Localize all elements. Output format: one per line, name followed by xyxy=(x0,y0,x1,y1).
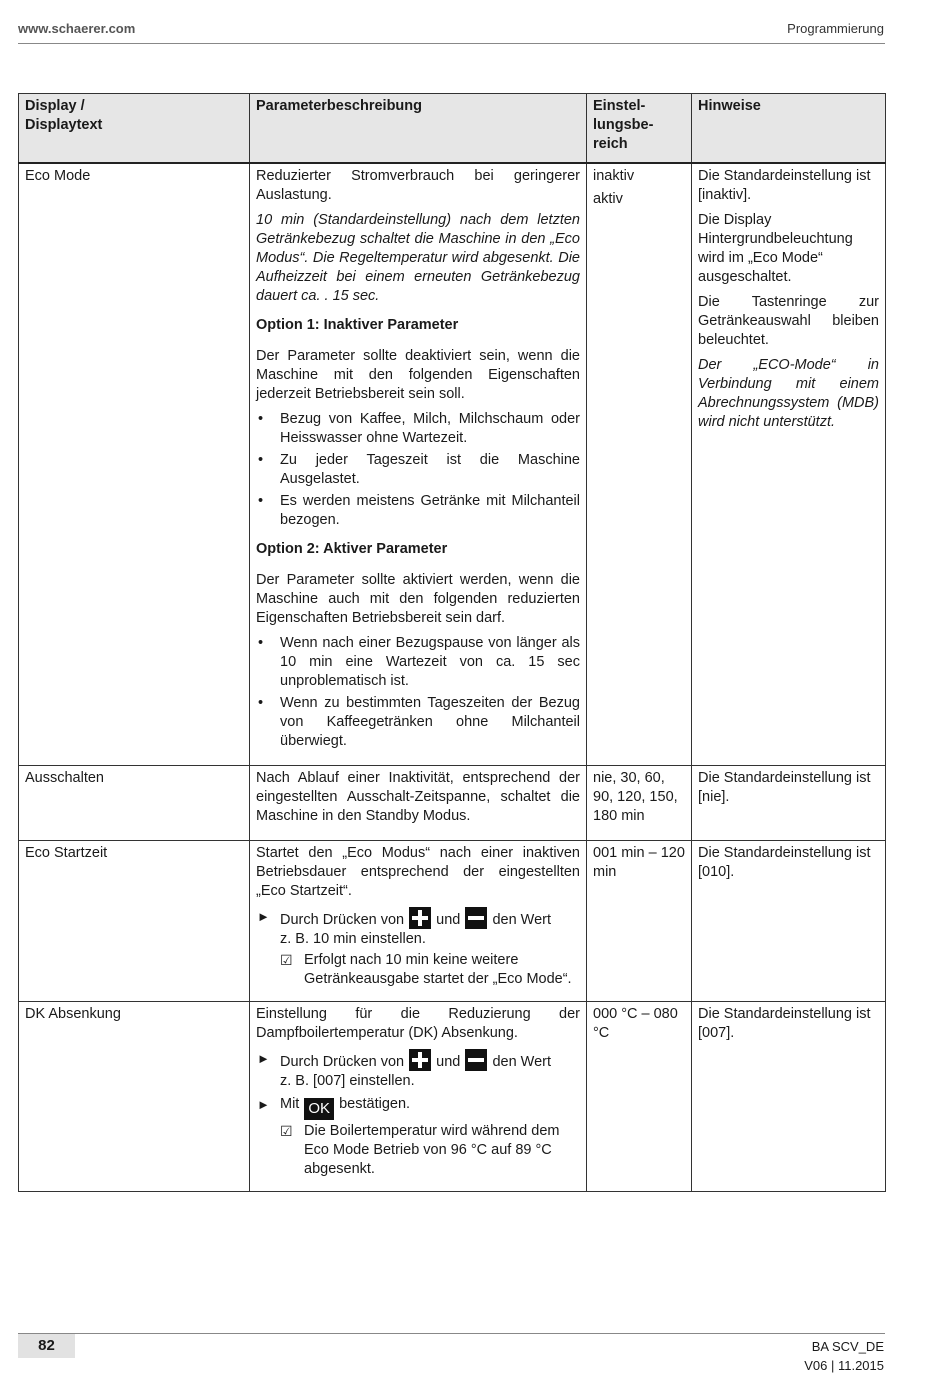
header-range-line1: Einstel- xyxy=(593,98,646,114)
table-row xyxy=(19,766,886,841)
header-display-line2: Displaytext xyxy=(25,117,103,133)
param-range: 001 min – 120 min xyxy=(587,841,692,1002)
result-line xyxy=(256,1122,580,1179)
plus-key-icon xyxy=(409,1049,431,1071)
list-item xyxy=(256,492,580,530)
option2-text: Der Parameter sollte aktiviert werden, wenn die Maschine auch mit den folgenden reduzierten Eigenschaften Betriebsbereit sein darf. xyxy=(256,572,580,626)
document-id: BA SCV_DE xyxy=(811,1339,884,1354)
instruction-step xyxy=(256,1049,580,1091)
param-name: Eco Startzeit xyxy=(19,841,250,1002)
param-notes xyxy=(692,163,886,766)
list-item-text: Wenn nach einer Bezugspause von länger als 10 min eine Wartezeit von ca. 15 sec unproblematisch ist. xyxy=(280,635,580,689)
header-display-line1: Display / xyxy=(25,98,85,114)
list-item xyxy=(256,694,580,751)
checkbox-checked-icon: ☑ xyxy=(280,952,293,968)
section-title: Programmierung xyxy=(787,21,884,36)
desc-text: Startet den „Eco Modus“ nach einer inaktiven Betriebsdauer entsprechend der eingestellten „Eco Startzeit“. xyxy=(256,845,580,899)
minus-key-icon xyxy=(465,1049,487,1071)
header-range-line3: reich xyxy=(593,136,628,152)
page-number: 82 xyxy=(18,1334,75,1358)
param-notes: Die Standardeinstellung ist [010]. xyxy=(692,841,886,1002)
result-text: Die Boilertemperatur wird während dem Eco Mode Betrieb von 96 °C auf 89 °C abgesenkt. xyxy=(304,1123,560,1177)
instruction-step xyxy=(256,907,580,949)
header-description: Parameterbeschreibung xyxy=(250,94,587,164)
step-text: und xyxy=(436,1054,461,1070)
minus-key-icon xyxy=(465,907,487,929)
document-info xyxy=(804,1337,884,1375)
arrow-right-icon: ► xyxy=(257,1051,270,1066)
list-item-text: Bezug von Kaffee, Milch, Milchschaum oder Heisswasser ohne Wartezeit. xyxy=(280,411,580,446)
step-text: Mit xyxy=(280,1096,300,1112)
param-name: Eco Mode xyxy=(19,163,250,766)
step-text: Durch Drücken von xyxy=(280,912,405,928)
bullet-icon: • xyxy=(258,493,264,509)
table-header-row xyxy=(19,94,886,164)
param-name: Ausschalten xyxy=(19,766,250,841)
step-text: bestätigen. xyxy=(339,1096,411,1112)
list-item-text: Wenn zu bestimmten Tageszeiten der Bezug von Kaffeegetränken ohne Milchanteil überwiegt. xyxy=(280,695,580,749)
step-text: z. B. 10 min einstellen. xyxy=(280,931,426,947)
arrow-right-icon: ► xyxy=(257,1097,270,1112)
bullet-icon: • xyxy=(258,411,264,427)
param-description xyxy=(250,163,587,766)
document-version: V06 | 11.2015 xyxy=(804,1358,884,1373)
table-row xyxy=(19,841,886,1002)
param-range: 000 °C – 080 °C xyxy=(587,1002,692,1192)
list-item xyxy=(256,451,580,489)
header-divider xyxy=(18,43,885,44)
step-text: und xyxy=(436,912,461,928)
table-row xyxy=(19,1002,886,1192)
bullet-icon: • xyxy=(258,695,264,711)
step-text: Durch Drücken von xyxy=(280,1054,405,1070)
desc-text: Einstellung für die Reduzierung der Dampfboilertemperatur (DK) Absenkung. xyxy=(256,1006,580,1041)
note-text: Die Tastenringe zur Getränkeauswahl bleiben beleuchtet. xyxy=(698,294,879,348)
plus-key-icon xyxy=(409,907,431,929)
param-range xyxy=(587,163,692,766)
note-italic-text: Der „ECO-Mode“ in Verbindung mit einem Abrechnungssystem (MDB) wird nicht unterstützt. xyxy=(698,357,879,430)
list-item xyxy=(256,634,580,691)
param-range: nie, 30, 60, 90, 120, 150, 180 min xyxy=(587,766,692,841)
header-display xyxy=(19,94,250,164)
step-text: den Wert xyxy=(492,912,552,928)
desc-text: Reduzierter Stromverbrauch bei geringerer Auslastung. xyxy=(256,168,580,203)
param-notes: Die Standardeinstellung ist [007]. xyxy=(692,1002,886,1192)
step-text: den Wert xyxy=(492,1054,552,1070)
bullet-icon: • xyxy=(258,635,264,651)
range-option: aktiv xyxy=(593,191,623,207)
header-range-line2: lungsbe- xyxy=(593,117,654,133)
param-name: DK Absenkung xyxy=(19,1002,250,1192)
step-text: z. B. [007] einstellen. xyxy=(280,1073,415,1089)
desc-italic-text: 10 min (Standardeinstellung) nach dem letzten Getränkebezug schaltet die Maschine in den „Eco Modus“. Die Regeltemperatur wird abgesenkt. Die Aufheizzeit bei einem erneuten Getränkebezug dauert ca. . 15 sec. xyxy=(256,212,580,304)
table-row xyxy=(19,163,886,766)
range-option: inaktiv xyxy=(593,168,635,184)
param-description xyxy=(250,1002,587,1192)
parameter-table xyxy=(18,93,886,1192)
bullet-icon: • xyxy=(258,452,264,468)
header-notes: Hinweise xyxy=(692,94,886,164)
arrow-right-icon: ► xyxy=(257,909,270,924)
checkbox-checked-icon: ☑ xyxy=(280,1123,293,1139)
website-url: www.schaerer.com xyxy=(18,21,136,36)
note-text: Die Display Hintergrundbeleuchtung wird im „Eco Mode“ ausgeschaltet. xyxy=(698,212,853,285)
param-description xyxy=(250,766,587,841)
result-text: Erfolgt nach 10 min keine weitere Getränkeausgabe startet der „Eco Mode“. xyxy=(304,952,572,987)
param-description xyxy=(250,841,587,1002)
option2-title: Option 2: Aktiver Parameter xyxy=(256,541,448,557)
desc-text: Nach Ablauf einer Inaktivität, entsprechend der eingestellten Ausschalt-Zeitspanne, schaltet die Maschine in den Standby Modus. xyxy=(256,770,580,824)
header-range xyxy=(587,94,692,164)
list-item-text: Zu jeder Tageszeit ist die Maschine Ausgelastet. xyxy=(280,452,580,487)
ok-key-icon: OK xyxy=(304,1098,334,1120)
param-notes: Die Standardeinstellung ist [nie]. xyxy=(692,766,886,841)
footer-divider xyxy=(18,1333,885,1334)
option2-list xyxy=(256,634,580,751)
option1-text: Der Parameter sollte deaktiviert sein, wenn die Maschine mit den folgenden Eigenschaften jederzeit Betriebsbereit sein soll. xyxy=(256,348,580,402)
list-item xyxy=(256,410,580,448)
list-item-text: Es werden meistens Getränke mit Milchanteil bezogen. xyxy=(280,493,580,528)
result-line xyxy=(256,951,580,989)
instruction-step xyxy=(256,1095,580,1120)
option1-title: Option 1: Inaktiver Parameter xyxy=(256,317,459,333)
note-text: Die Standardeinstellung ist [inaktiv]. xyxy=(698,168,871,203)
option1-list xyxy=(256,410,580,530)
